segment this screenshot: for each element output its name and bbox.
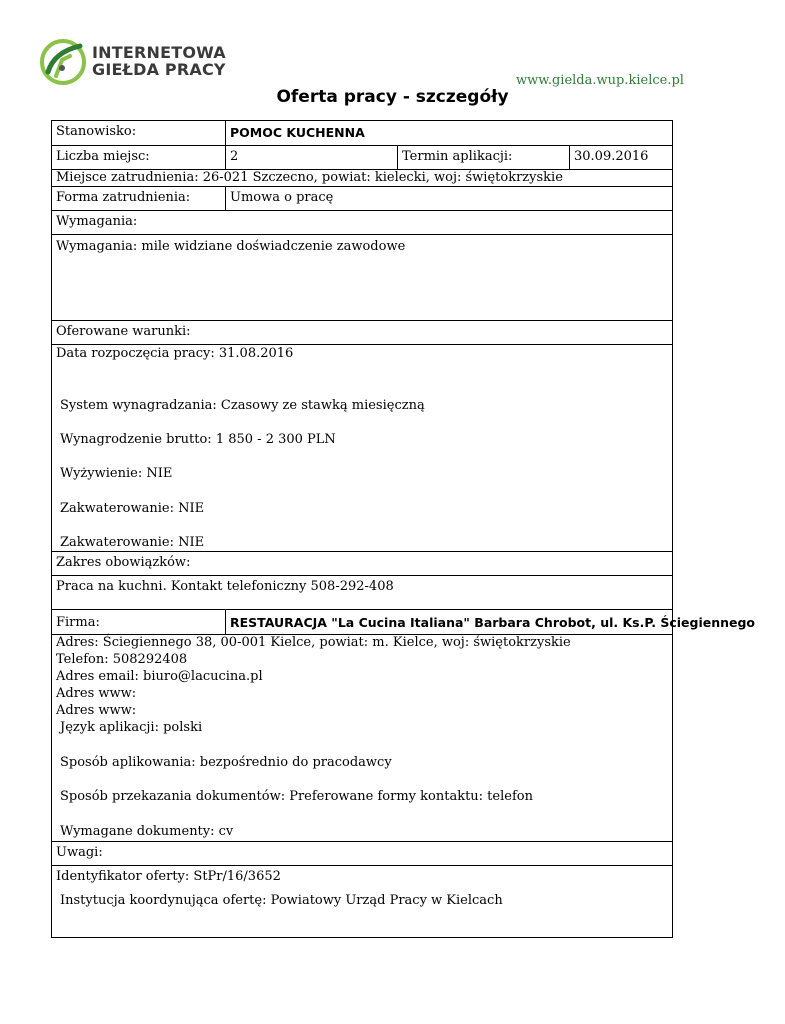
start-date: Data rozpoczęcia pracy: 31.08.2016 bbox=[56, 346, 294, 361]
logo-line-2: GIEŁDA PRACY bbox=[92, 60, 226, 79]
row-conditions-value bbox=[52, 345, 672, 552]
site-url[interactable]: www.gielda.wup.kielce.pl bbox=[516, 73, 684, 88]
salary: Wynagrodzenie brutto: 1 850 - 2 300 PLN bbox=[60, 432, 336, 447]
application-method: Sposób aplikowania: bezpośrednio do pracodawcy bbox=[60, 755, 392, 770]
offer-id: Identyfikator oferty: StPr/16/3652 bbox=[56, 869, 281, 884]
conditions-label: Oferowane warunki: bbox=[56, 324, 191, 339]
row-position bbox=[52, 121, 672, 146]
form-label: Forma zatrudnienia: bbox=[56, 190, 191, 205]
duties-label: Zakres obowiązków: bbox=[56, 555, 191, 570]
deadline-value: 30.09.2016 bbox=[569, 146, 672, 169]
requirements-value: Wymagania: mile widziane doświadczenie zawodowe bbox=[56, 239, 406, 254]
row-notes-label bbox=[52, 842, 672, 866]
row-offer-info bbox=[52, 866, 672, 937]
coordinating-institution: Instytucja koordynująca ofertę: Powiatowy Urząd Pracy w Kielcach bbox=[60, 893, 503, 908]
row-duties-label bbox=[52, 552, 672, 576]
company-www-1: Adres www: bbox=[56, 686, 137, 701]
row-company-details bbox=[52, 635, 672, 842]
position-label: Stanowisko: bbox=[56, 124, 137, 139]
places-label: Liczba miejsc: bbox=[56, 149, 150, 164]
company-address: Adres: Ściegiennego 38, 00-001 Kielce, powiat: m. Kielce, woj: świętokrzyskie bbox=[56, 635, 571, 650]
requirements-label: Wymagania: bbox=[56, 214, 138, 229]
position-value: POMOC KUCHENNA bbox=[225, 121, 672, 145]
logo-emblem-icon bbox=[40, 38, 90, 88]
logo-line-1: INTERNETOWA bbox=[92, 43, 226, 62]
meals: Wyżywienie: NIE bbox=[60, 466, 173, 481]
row-requirements-label bbox=[52, 211, 672, 235]
company-www-2: Adres www: bbox=[56, 703, 137, 718]
company-email: Adres email: biuro@lacucina.pl bbox=[56, 669, 263, 684]
required-documents: Wymagane dokumenty: cv bbox=[60, 824, 234, 839]
logo bbox=[40, 38, 230, 88]
company-value: RESTAURACJA "La Cucina Italiana" Barbara Chrobot, ul. Ks.P. Ściegiennego bbox=[225, 610, 672, 634]
notes-label: Uwagi: bbox=[56, 845, 103, 860]
row-duties-value bbox=[52, 576, 672, 610]
row-company bbox=[52, 610, 756, 635]
page-title: Oferta pracy - szczegóły bbox=[276, 87, 509, 107]
documents-method: Sposób przekazania dokumentów: Preferowane formy kontaktu: telefon bbox=[60, 789, 533, 804]
deadline-label: Termin aplikacji: bbox=[397, 146, 569, 169]
housing-1: Zakwaterowanie: NIE bbox=[60, 501, 205, 516]
offer-details-table bbox=[51, 120, 756, 938]
duties-value: Praca na kuchni. Kontakt telefoniczny 508-292-408 bbox=[56, 579, 394, 594]
row-requirements-value bbox=[52, 235, 672, 321]
row-location bbox=[52, 170, 672, 187]
row-places bbox=[52, 146, 672, 170]
pay-system: System wynagradzania: Czasowy ze stawką miesięczną bbox=[60, 398, 425, 413]
row-employment-form bbox=[52, 187, 672, 211]
location-text: Miejsce zatrudnienia: 26-021 Szczecno, powiat: kielecki, woj: świętokrzyskie bbox=[56, 170, 563, 185]
company-phone: Telefon: 508292408 bbox=[56, 652, 188, 667]
places-value: 2 bbox=[225, 146, 397, 169]
company-label: Firma: bbox=[56, 615, 100, 630]
form-value: Umowa o pracę bbox=[225, 187, 672, 210]
row-conditions-label bbox=[52, 321, 672, 345]
housing-2: Zakwaterowanie: NIE bbox=[60, 535, 205, 550]
application-language: Język aplikacji: polski bbox=[60, 720, 203, 735]
